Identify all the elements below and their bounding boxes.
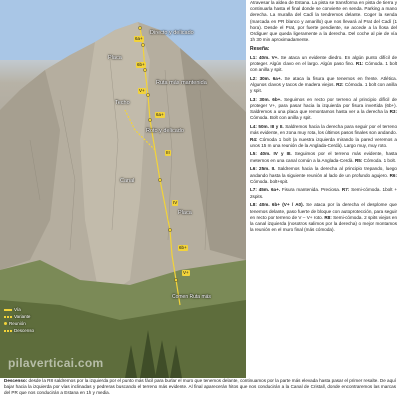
pitch-l1: L1: 40m. V+. Se ataca un evidente diedro. En algún punto difícil de proteger. Algún clavo en el largo. Algún paso fino. R1: Cómoda. 1 bolt con anilla y spit.	[250, 54, 397, 73]
grade-tag: IV	[173, 200, 178, 205]
belay-r7	[141, 43, 144, 46]
legend-item: Variante	[4, 313, 34, 320]
topo-label-directo: Directo y delicado	[150, 30, 194, 36]
grade-tag: 6b+	[179, 245, 187, 250]
grade-tag: III	[166, 150, 170, 155]
belay-r8	[138, 26, 141, 29]
topo-label-canal: Canal	[120, 178, 135, 184]
topo-label-roto: Roto y delicado	[146, 128, 184, 134]
descent-label: Descenso:	[4, 378, 28, 383]
pitch-l6: L6: 25m. II. Saldremos hacia la derecha al principio trepando, luego andando hasta la siguiente reunión al lado de un profundo agujero. R6: Cómoda. bolt+spit.	[250, 166, 397, 184]
pitch-l2: L2: 30m. 6a+. Se ataca la fisura que tenemos en frente. Atlética. Algunos clavos y tacos de madera viejos. R2: Cómoda. 1 bolt con anilla y spit.	[250, 75, 397, 94]
topo-label-ruta-mas: Ruta más mantenida	[156, 80, 207, 86]
resena-heading: Reseña:	[250, 46, 270, 53]
pitch-l5: L5: 40m. IV y III. Seguimos por el terreno más evidente, hasta meternos en una canal común a la Anglada-Cerdà. R5: Cómoda. 1 bolt.	[250, 151, 397, 163]
legend-item: Vía	[4, 306, 34, 313]
grade-tag: 6a+	[156, 112, 164, 117]
legend-item: Descenso	[4, 327, 34, 334]
legend-swatch	[4, 309, 12, 311]
legend-item: Reunión	[4, 320, 34, 327]
topo-label-techo: Techo	[115, 100, 130, 106]
topo-start-label: Comen Ruta más	[172, 294, 211, 300]
pitch-l7: L7: 45m. 6a+. Fisura mantenida. Preciosa. R7: Semi-cómoda. 1bolt + 2spits.	[250, 187, 397, 199]
grade-tag: V+	[139, 88, 145, 93]
belay-r4	[148, 118, 151, 121]
belay-r3	[158, 178, 161, 181]
descent-text	[4, 378, 396, 400]
route-description	[250, 0, 397, 378]
grade-tag: 6a+	[135, 36, 143, 41]
approach-text: Atravesar la aldea de Estana. La pista se transforma en pista de tierra y continuarla hasta el final donde se convierte en senda. Parking a mano derecha. La muralla del Cadí la tendremos delante. Coger la senda (marcada en PR blanco y amarillo) que nos llevará al Prat del Cadí (1 hora). Desde el Prat, por fuerte pendiente, se accede a la llosa del Ordiguer que queda ligeramente a la derecha. Del coche al pie de vía 1h 30 min aproximadamente.	[250, 0, 397, 43]
pitch-l3: L3: 30m. 6b+. Seguimos en recto por terreno al principio difícil de proteger V+, para pasar hacia la izquierda por fisura invertida (6b+). Saldremos a una placa que remontamos hasta ver a la derecha la R3: Cómoda. Bolt con anilla y spit.	[250, 96, 397, 121]
topo-label-placa: Placa	[108, 55, 122, 61]
belay-r6	[143, 68, 146, 71]
grade-tag: V+	[183, 270, 189, 275]
topo-legend	[4, 306, 34, 334]
grade-tag: 6b+	[137, 62, 145, 67]
topo-label-placa-2: Placa	[178, 210, 192, 216]
descent-body: desde la R8 saldremos por la izquierda por el punto más fácil para burlar el muro que tenemos delante, continuamos por la parte más elevada hasta pasar el primer resalte. De aquí bajar hacia la izquierda por vías inclinadas y pedreras buscando el terreno más evidente. Al final aparecerán hitos que nos conducirán a la Canal de Cristall, donde encontraremos las marcas del PR que nos conducirán a Estana en 1h y media.	[4, 378, 396, 395]
pitch-l4: L4: 50m. III y II. Saldremos hacia la derecha para seguir por el terreno más evidente, en zona muy rota, los últimos pasos finales son andando. R4: Cómoda 1 bolt (a nuestra izquierda mirando la pared veremos a unos 15 m una reunión de la Anglada-Cerdà). Largo muy, muy roto.	[250, 124, 397, 148]
pitch-l8: L8: 40m. 6b+ (V+ / A0). Se ataca por la derecha el desplome que tenemos delante, paso fuerte de bloque con autoprotección, para seguir en recto por terreno de V – V+ roto. R8: Semi-cómoda. 2 spits viejos en la canal izquierda (nosotros salimos por la derecha) o mejor montamos la reunión en el muro final (más cómoda).	[250, 202, 397, 233]
belay-r5	[146, 93, 149, 96]
belay-r1	[174, 278, 177, 281]
belay-r2	[168, 228, 171, 231]
legend-swatch	[4, 316, 12, 318]
watermark: pilaverticai.com	[8, 356, 104, 370]
legend-swatch	[4, 322, 7, 325]
legend-swatch	[4, 330, 12, 332]
